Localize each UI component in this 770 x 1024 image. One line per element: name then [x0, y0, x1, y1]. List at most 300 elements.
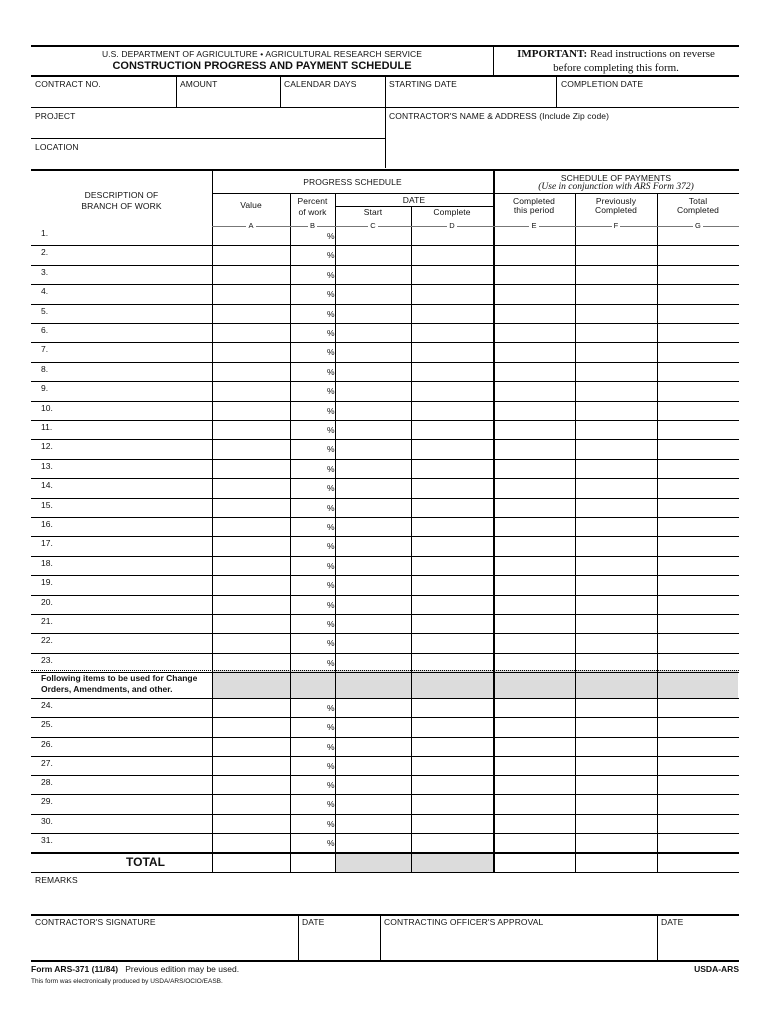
total-completed-field-a5[interactable] — [658, 323, 738, 340]
complete-date-field-a12[interactable] — [412, 459, 492, 476]
project-field[interactable] — [35, 122, 381, 136]
contractor-signature-field[interactable] — [35, 929, 295, 957]
description-field-b4[interactable] — [61, 775, 209, 792]
total-completed-field-a3[interactable] — [658, 284, 738, 301]
complete-date-field-a2[interactable] — [412, 265, 492, 282]
total-completed-field-a6[interactable] — [658, 342, 738, 359]
total-completed-field-a2[interactable] — [658, 265, 738, 282]
start-date-field-a8[interactable] — [336, 381, 410, 398]
contract-no-label: CONTRACT NO. — [35, 79, 101, 89]
total-completed-field-a22[interactable] — [658, 653, 738, 670]
start-date-field-b3[interactable] — [336, 756, 410, 773]
complete-date-field-a19[interactable] — [412, 595, 492, 612]
total-completed-field-b4[interactable] — [658, 775, 738, 792]
agency-code: USDA-ARS — [694, 964, 739, 974]
previously-completed-field-a20[interactable] — [576, 614, 656, 631]
percent-field-b2[interactable] — [291, 737, 325, 754]
description-field-a16[interactable] — [61, 536, 209, 553]
completed-period-field-a2[interactable] — [494, 265, 574, 282]
percent-sign: % — [327, 328, 335, 338]
completed-period-field-a21[interactable] — [494, 633, 574, 650]
start-date-field-b5[interactable] — [336, 794, 410, 811]
percent-field-a16[interactable] — [291, 536, 325, 553]
percent-field-a17[interactable] — [291, 556, 325, 573]
complete-date-field-a7[interactable] — [412, 362, 492, 379]
previously-completed-header: Previously — [595, 196, 637, 206]
percent-field-b5[interactable] — [291, 794, 325, 811]
complete-date-field-b5[interactable] — [412, 794, 492, 811]
complete-date-field-a18[interactable] — [412, 575, 492, 592]
completed-period-field-a9[interactable] — [494, 401, 574, 418]
total-completed-field-a8[interactable] — [658, 381, 738, 398]
previously-completed-field-a4[interactable] — [576, 304, 656, 321]
calendar-days-field[interactable] — [284, 90, 382, 104]
col-letter-e: E — [531, 221, 537, 230]
value-field-a5[interactable] — [213, 323, 289, 340]
description-field-a7[interactable] — [61, 362, 209, 379]
previously-completed-field-a3[interactable] — [576, 284, 656, 301]
percent-sign: % — [327, 463, 335, 474]
percent-field-b6[interactable] — [291, 814, 325, 831]
total-completed-field-a20[interactable] — [658, 614, 738, 631]
percent-sign: % — [327, 818, 335, 829]
start-date-field-a22[interactable] — [336, 653, 410, 670]
percent-sign: % — [327, 760, 335, 771]
percent-field-a11[interactable] — [291, 439, 325, 456]
desc-header: DESCRIPTION OF — [84, 190, 159, 200]
completed-period-field-a13[interactable] — [494, 478, 574, 495]
percent-field-a10[interactable] — [291, 420, 325, 437]
percent-field-a9[interactable] — [291, 401, 325, 418]
description-field-a22[interactable] — [61, 653, 209, 670]
completed-period-header-line2: this period — [513, 205, 555, 215]
row-number: 7. — [41, 344, 49, 355]
value-field-a21[interactable] — [213, 633, 289, 650]
previously-completed-field-b0[interactable] — [576, 698, 656, 715]
total-completed-period-field[interactable] — [494, 854, 574, 870]
value-field-a11[interactable] — [213, 439, 289, 456]
percent-field-a0[interactable] — [291, 226, 325, 243]
previously-completed-field-a10[interactable] — [576, 420, 656, 437]
description-field-a9[interactable] — [61, 401, 209, 418]
description-field-a11[interactable] — [61, 439, 209, 456]
previously-completed-field-b2[interactable] — [576, 737, 656, 754]
description-field-a12[interactable] — [61, 459, 209, 476]
percent-field-a2[interactable] — [291, 265, 325, 282]
amount-field[interactable] — [180, 90, 277, 104]
completed-period-field-b1[interactable] — [494, 717, 574, 734]
start-date-field-a7[interactable] — [336, 362, 410, 379]
total-completed-field-a7[interactable] — [658, 362, 738, 379]
description-field-a1[interactable] — [61, 245, 209, 262]
start-date-field-a3[interactable] — [336, 284, 410, 301]
previously-completed-field-a0[interactable] — [576, 226, 656, 243]
row-number: 18. — [41, 557, 53, 568]
total-completed-field-a19[interactable] — [658, 595, 738, 612]
complete-date-field-a14[interactable] — [412, 498, 492, 515]
total-total-completed-field[interactable] — [658, 854, 738, 870]
previously-completed-field-a18[interactable] — [576, 575, 656, 592]
total-completed-field-a4[interactable] — [658, 304, 738, 321]
description-field-b6[interactable] — [61, 814, 209, 831]
description-field-a4[interactable] — [61, 304, 209, 321]
start-date-field-a0[interactable] — [336, 226, 410, 243]
previously-completed-field-a15[interactable] — [576, 517, 656, 534]
value-field-b4[interactable] — [213, 775, 289, 792]
start-date-field-a12[interactable] — [336, 459, 410, 476]
completed-period-field-a20[interactable] — [494, 614, 574, 631]
complete-date-field-a8[interactable] — [412, 381, 492, 398]
value-field-a10[interactable] — [213, 420, 289, 437]
previously-completed-field-b4[interactable] — [576, 775, 656, 792]
complete-date-field-a3[interactable] — [412, 284, 492, 301]
total-completed-field-a15[interactable] — [658, 517, 738, 534]
value-field-a1[interactable] — [213, 245, 289, 262]
completed-period-field-a4[interactable] — [494, 304, 574, 321]
total-previously-completed-field[interactable] — [576, 854, 656, 870]
completed-period-field-b2[interactable] — [494, 737, 574, 754]
value-field-a6[interactable] — [213, 342, 289, 359]
total-completed-field-a14[interactable] — [658, 498, 738, 515]
complete-date-field-b6[interactable] — [412, 814, 492, 831]
percent-sign: % — [327, 619, 335, 629]
complete-date-field-a22[interactable] — [412, 653, 492, 670]
completed-period-field-a12[interactable] — [494, 459, 574, 476]
total-completed-field-a1[interactable] — [658, 245, 738, 262]
complete-date-field-b4[interactable] — [412, 775, 492, 792]
completed-period-field-b0[interactable] — [494, 698, 574, 715]
percent-field-a4[interactable] — [291, 304, 325, 321]
percent-field-b1[interactable] — [291, 717, 325, 734]
schedule-payments-header: SCHEDULE OF PAYMENTS — [560, 173, 672, 183]
start-date-field-a10[interactable] — [336, 420, 410, 437]
completed-period-field-a18[interactable] — [494, 575, 574, 592]
percent-field-a22[interactable] — [291, 653, 325, 670]
completed-period-field-b6[interactable] — [494, 814, 574, 831]
completed-period-field-a6[interactable] — [494, 342, 574, 359]
description-field-a17[interactable] — [61, 556, 209, 573]
percent-sign: % — [327, 308, 335, 319]
start-date-field-a6[interactable] — [336, 342, 410, 359]
description-field-a8[interactable] — [61, 381, 209, 398]
date-header: DATE — [402, 195, 426, 205]
percent-sign: % — [327, 741, 335, 752]
total-completed-field-a12[interactable] — [658, 459, 738, 476]
divider — [31, 914, 739, 916]
value-field-a12[interactable] — [213, 459, 289, 476]
description-field-b7[interactable] — [61, 833, 209, 850]
change-orders-note-line2: Orders, Amendments, and other. — [41, 684, 173, 694]
description-field-a0[interactable] — [61, 226, 209, 243]
officer-date-field[interactable] — [661, 929, 736, 957]
description-field-a5[interactable] — [61, 323, 209, 340]
description-field-a15[interactable] — [61, 517, 209, 534]
value-field-a22[interactable] — [213, 653, 289, 670]
completed-period-field-a15[interactable] — [494, 517, 574, 534]
total-completed-field-a13[interactable] — [658, 478, 738, 495]
value-field-a4[interactable] — [213, 304, 289, 321]
value-field-a7[interactable] — [213, 362, 289, 379]
percent-field-a3[interactable] — [291, 284, 325, 301]
complete-date-field-a21[interactable] — [412, 633, 492, 650]
completed-period-field-a16[interactable] — [494, 536, 574, 553]
percent-field-a8[interactable] — [291, 381, 325, 398]
total-completed-field-b3[interactable] — [658, 756, 738, 773]
previously-completed-field-a11[interactable] — [576, 439, 656, 456]
percent-sign: % — [327, 405, 335, 416]
completed-period-field-a17[interactable] — [494, 556, 574, 573]
value-field-a15[interactable] — [213, 517, 289, 534]
description-field-a3[interactable] — [61, 284, 209, 301]
description-field-a21[interactable] — [61, 633, 209, 650]
row-number: 8. — [41, 363, 49, 374]
description-field-a10[interactable] — [61, 420, 209, 437]
completed-period-field-a22[interactable] — [494, 653, 574, 670]
officer-approval-field[interactable] — [384, 929, 654, 957]
total-completed-field-a9[interactable] — [658, 401, 738, 418]
percent-field-a6[interactable] — [291, 342, 325, 359]
contract-no-field[interactable] — [35, 90, 173, 104]
percent-sign: % — [327, 425, 335, 435]
percent-sign: % — [327, 722, 335, 733]
percent-field-a15[interactable] — [291, 517, 325, 534]
complete-date-field-b1[interactable] — [412, 717, 492, 734]
complete-date-field-a17[interactable] — [412, 556, 492, 573]
previously-completed-field-a2[interactable] — [576, 265, 656, 282]
start-date-field-a1[interactable] — [336, 245, 410, 262]
complete-date-field-a15[interactable] — [412, 517, 492, 534]
value-field-a20[interactable] — [213, 614, 289, 631]
complete-date-field-a13[interactable] — [412, 478, 492, 495]
completed-period-field-a5[interactable] — [494, 323, 574, 340]
value-field-a19[interactable] — [213, 595, 289, 612]
amount-label: AMOUNT — [180, 79, 218, 89]
start-date-field-a9[interactable] — [336, 401, 410, 418]
value-field-a3[interactable] — [213, 284, 289, 301]
value-field-a8[interactable] — [213, 381, 289, 398]
percent-field-a18[interactable] — [291, 575, 325, 592]
complete-date-field-a16[interactable] — [412, 536, 492, 553]
complete-date-field-b0[interactable] — [412, 698, 492, 715]
value-field-b2[interactable] — [213, 737, 289, 754]
completed-period-field-a3[interactable] — [494, 284, 574, 301]
total-completed-field-a21[interactable] — [658, 633, 738, 650]
previously-completed-field-a22[interactable] — [576, 653, 656, 670]
total-completed-field-a16[interactable] — [658, 536, 738, 553]
description-field-a18[interactable] — [61, 575, 209, 592]
complete-date-field-a9[interactable] — [412, 401, 492, 418]
total-completed-field-b0[interactable] — [658, 698, 738, 715]
complete-date-field-a5[interactable] — [412, 323, 492, 340]
start-date-field-a20[interactable] — [336, 614, 410, 631]
total-completed-field-a10[interactable] — [658, 420, 738, 437]
row-number: 12. — [41, 441, 53, 452]
start-date-field-b2[interactable] — [336, 737, 410, 754]
description-field-b3[interactable] — [61, 756, 209, 773]
total-value-field[interactable] — [213, 854, 289, 870]
complete-date-field-b7[interactable] — [412, 833, 492, 850]
description-field-a19[interactable] — [61, 595, 209, 612]
col-letter-c: C — [370, 221, 376, 230]
starting-date-field[interactable] — [389, 90, 553, 104]
complete-date-field-b3[interactable] — [412, 756, 492, 773]
description-field-b1[interactable] — [61, 717, 209, 734]
previously-completed-field-a14[interactable] — [576, 498, 656, 515]
completion-date-field[interactable] — [561, 90, 736, 104]
description-field-a20[interactable] — [61, 614, 209, 631]
percent-field-a19[interactable] — [291, 595, 325, 612]
percent-field-b7[interactable] — [291, 833, 325, 850]
start-date-field-b0[interactable] — [336, 698, 410, 715]
previously-completed-field-a8[interactable] — [576, 381, 656, 398]
previously-completed-field-a7[interactable] — [576, 362, 656, 379]
completed-period-field-a0[interactable] — [494, 226, 574, 243]
completed-period-field-a1[interactable] — [494, 245, 574, 262]
contractor-name-field[interactable] — [389, 122, 735, 166]
previously-completed-field-a9[interactable] — [576, 401, 656, 418]
complete-date-field-a20[interactable] — [412, 614, 492, 631]
percent-field-b4[interactable] — [291, 775, 325, 792]
total-completed-field-a18[interactable] — [658, 575, 738, 592]
row-number: 15. — [41, 499, 53, 510]
value-field-b5[interactable] — [213, 794, 289, 811]
value-field-b7[interactable] — [213, 833, 289, 850]
completed-period-field-a19[interactable] — [494, 595, 574, 612]
completed-period-field-a8[interactable] — [494, 381, 574, 398]
complete-date-field-a10[interactable] — [412, 420, 492, 437]
previously-completed-field-a16[interactable] — [576, 536, 656, 553]
value-field-a17[interactable] — [213, 556, 289, 573]
location-field[interactable] — [35, 153, 381, 167]
completed-period-field-b7[interactable] — [494, 833, 574, 850]
description-field-a13[interactable] — [61, 478, 209, 495]
previously-completed-field-a12[interactable] — [576, 459, 656, 476]
percent-field-b3[interactable] — [291, 756, 325, 773]
complete-date-field-a1[interactable] — [412, 245, 492, 262]
description-field-a14[interactable] — [61, 498, 209, 515]
value-field-a0[interactable] — [213, 226, 289, 243]
description-field-b0[interactable] — [61, 698, 209, 715]
total-completed-field-a11[interactable] — [658, 439, 738, 456]
description-field-b2[interactable] — [61, 737, 209, 754]
important-text-line2: before completing this form. — [553, 62, 679, 74]
description-field-a2[interactable] — [61, 265, 209, 282]
previously-completed-field-a13[interactable] — [576, 478, 656, 495]
value-field-a18[interactable] — [213, 575, 289, 592]
percent-field-a14[interactable] — [291, 498, 325, 515]
previously-completed-field-a5[interactable] — [576, 323, 656, 340]
previously-completed-field-b3[interactable] — [576, 756, 656, 773]
start-date-field-b1[interactable] — [336, 717, 410, 734]
value-field-b0[interactable] — [213, 698, 289, 715]
complete-date-field-a6[interactable] — [412, 342, 492, 359]
value-field-a14[interactable] — [213, 498, 289, 515]
completed-period-field-a11[interactable] — [494, 439, 574, 456]
start-date-field-a16[interactable] — [336, 536, 410, 553]
previously-completed-field-a6[interactable] — [576, 342, 656, 359]
start-date-field-a21[interactable] — [336, 633, 410, 650]
contractor-date-field[interactable] — [302, 929, 377, 957]
total-completed-field-b6[interactable] — [658, 814, 738, 831]
completed-period-field-a7[interactable] — [494, 362, 574, 379]
percent-field-a12[interactable] — [291, 459, 325, 476]
value-field-a13[interactable] — [213, 478, 289, 495]
start-date-field-a4[interactable] — [336, 304, 410, 321]
previously-completed-field-a1[interactable] — [576, 245, 656, 262]
value-field-b6[interactable] — [213, 814, 289, 831]
previously-completed-field-b1[interactable] — [576, 717, 656, 734]
start-date-field-a11[interactable] — [336, 439, 410, 456]
start-date-field-a18[interactable] — [336, 575, 410, 592]
row-number: 23. — [41, 654, 53, 665]
value-field-a16[interactable] — [213, 536, 289, 553]
total-completed-field-b1[interactable] — [658, 717, 738, 734]
start-date-field-b7[interactable] — [336, 833, 410, 850]
start-date-field-a19[interactable] — [336, 595, 410, 612]
start-date-field-a14[interactable] — [336, 498, 410, 515]
percent-field-a1[interactable] — [291, 245, 325, 262]
start-date-field-b4[interactable] — [336, 775, 410, 792]
previously-completed-field-a19[interactable] — [576, 595, 656, 612]
percent-field-a20[interactable] — [291, 614, 325, 631]
start-date-field-a13[interactable] — [336, 478, 410, 495]
complete-date-field-a11[interactable] — [412, 439, 492, 456]
value-field-a9[interactable] — [213, 401, 289, 418]
percent-field-b0[interactable] — [291, 698, 325, 715]
previously-completed-field-b6[interactable] — [576, 814, 656, 831]
previously-completed-field-a17[interactable] — [576, 556, 656, 573]
start-date-field-a2[interactable] — [336, 265, 410, 282]
start-date-field-a5[interactable] — [336, 323, 410, 340]
start-date-field-b6[interactable] — [336, 814, 410, 831]
description-field-b5[interactable] — [61, 794, 209, 811]
remarks-field[interactable] — [35, 886, 735, 912]
start-date-field-a17[interactable] — [336, 556, 410, 573]
percent-sign: % — [327, 231, 335, 241]
previously-completed-field-b5[interactable] — [576, 794, 656, 811]
percent-field-a13[interactable] — [291, 478, 325, 495]
complete-date-field-a4[interactable] — [412, 304, 492, 321]
total-completed-field-b7[interactable] — [658, 833, 738, 850]
total-completed-header: Total — [688, 196, 708, 206]
completed-period-field-b5[interactable] — [494, 794, 574, 811]
percent-field-a21[interactable] — [291, 633, 325, 650]
value-field-b3[interactable] — [213, 756, 289, 773]
total-completed-field-b5[interactable] — [658, 794, 738, 811]
value-field-b1[interactable] — [213, 717, 289, 734]
total-completed-field-a0[interactable] — [658, 226, 738, 243]
total-completed-field-b2[interactable] — [658, 737, 738, 754]
total-completed-field-a17[interactable] — [658, 556, 738, 573]
percent-sign: % — [327, 347, 335, 358]
col-letter-g: G — [695, 221, 701, 230]
previously-completed-field-b7[interactable] — [576, 833, 656, 850]
percent-field-a5[interactable] — [291, 323, 325, 340]
form-id-line — [31, 964, 239, 974]
completed-period-field-a14[interactable] — [494, 498, 574, 515]
description-field-a6[interactable] — [61, 342, 209, 359]
previously-completed-field-a21[interactable] — [576, 633, 656, 650]
percent-field-a7[interactable] — [291, 362, 325, 379]
completed-period-field-b3[interactable] — [494, 756, 574, 773]
form-title: CONSTRUCTION PROGRESS AND PAYMENT SCHEDULE — [112, 60, 412, 72]
complete-date-field-a0[interactable] — [412, 226, 492, 243]
completed-period-field-b4[interactable] — [494, 775, 574, 792]
value-field-a2[interactable] — [213, 265, 289, 282]
completed-period-field-a10[interactable] — [494, 420, 574, 437]
start-date-field-a15[interactable] — [336, 517, 410, 534]
complete-date-field-b2[interactable] — [412, 737, 492, 754]
